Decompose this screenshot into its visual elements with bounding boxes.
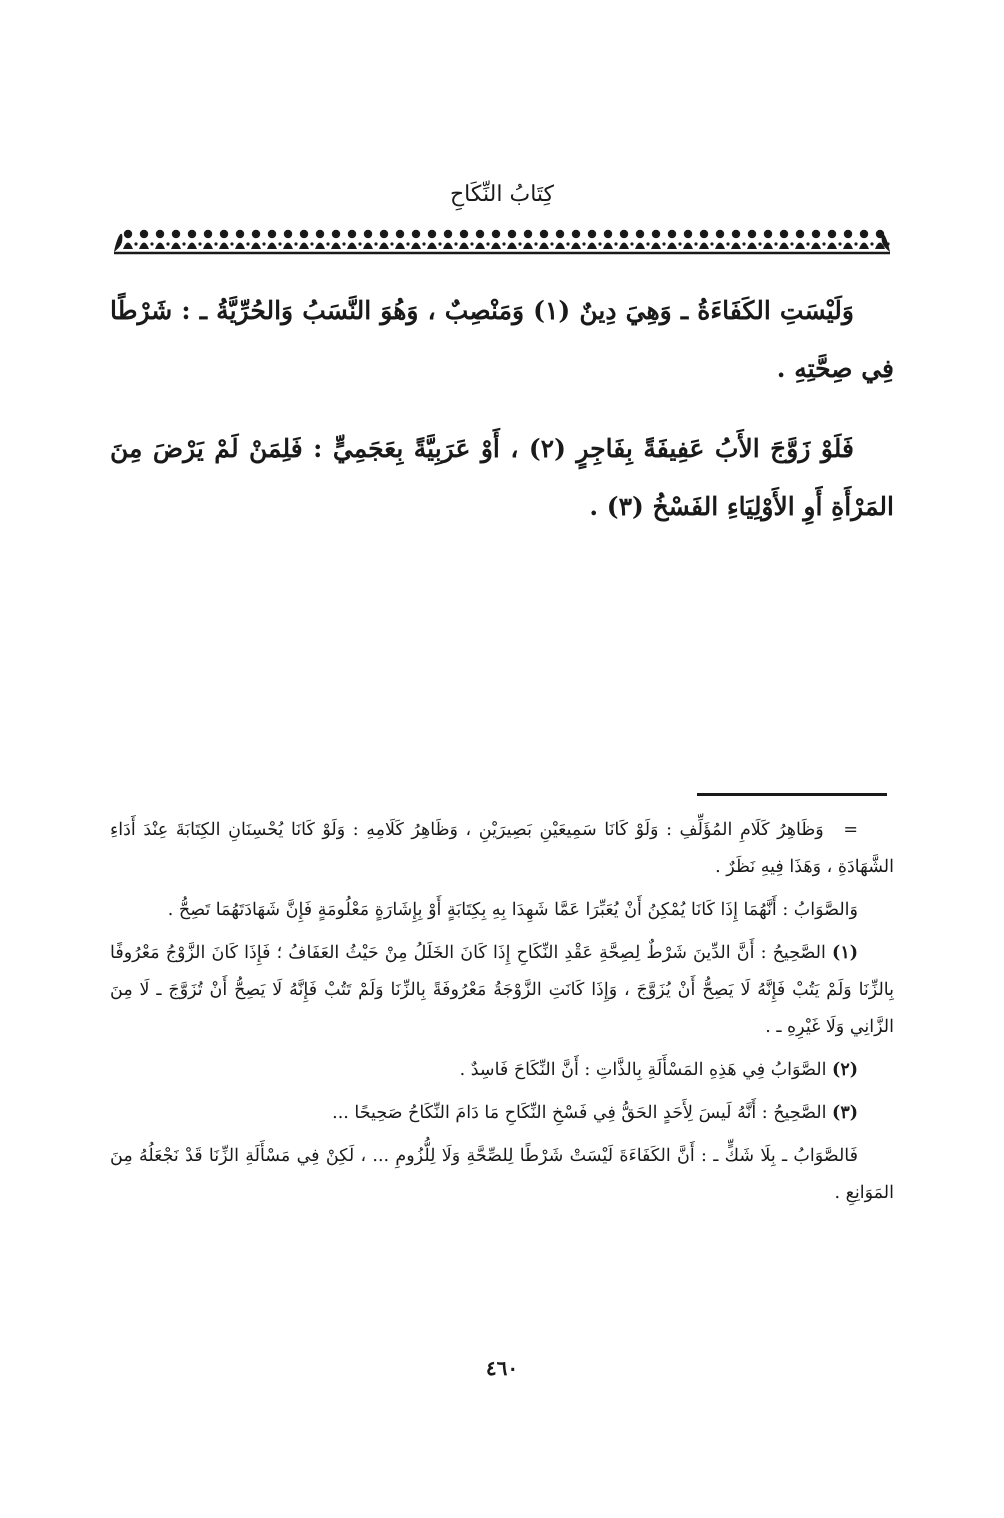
footnote-final: فَالصَّوَابُ ـ بِلَا شَكٍّ ـ : أَنَّ الكَفَاءَةَ لَيْسَتْ شَرْطًا لِلصِّحَّةِ وَلَا لِلُّزُومِ ... ، لَكِنْ فِي مَسْأَلَةِ الزِّنَا قَدْ نَجْعَلُهُ مِنَ المَوَانِعِ . [110, 1146, 894, 1203]
footnote-mark: (٣) [832, 1103, 858, 1123]
main-paragraph: وَلَيْسَتِ الكَفَاءَةُ ـ وَهِيَ دِينٌ (١) وَمَنْصِبٌ ، وَهُوَ النَّسَبُ وَالحُرِّيَّةُ ـ : شَرْطًا فِي صِحَّتِهِ . [110, 296, 894, 383]
footnote-text: الصَّحِيحُ : أَنَّ الدِّينَ شَرْطٌ لِصِحَّةِ عَقْدِ النِّكَاحِ إِذَا كَانَ الخَلَلُ مِنْ حَيْثُ العَفَافُ ؛ فَإِذَا كَانَ الزَّوْجُ مَعْرُوفًا بِالزِّنَا وَلَمْ يَتُبْ فَإِنَّهُ لَا يَصِحُّ أَنْ يُزَوَّجَ ، وَإِذَا كَانَتِ الزَّوْجَةُ مَعْرُوفَةً بِالزِّنَا وَلَمْ تَتُبْ فَإِنَّهُ لَا يَصِحُّ أَنْ تُزَوَّجَ ـ لَا مِنَ الزَّانِي وَلَا غَيْرِهِ ـ . [110, 943, 894, 1037]
main-paragraph: فَلَوْ زَوَّجَ الأَبُ عَفِيفَةً بِفَاجِرٍ (٢) ، أَوْ عَرَبِيَّةً بِعَجَمِيٍّ : فَلِمَنْ لَمْ يَرْضَ مِنَ المَرْأَةِ أَوِ الأَوْلِيَاءِ الفَسْخُ (٣) . [110, 434, 894, 521]
footnote-3 [110, 1095, 894, 1132]
footnote-2 [110, 1052, 894, 1089]
footnote-mark: (١) [832, 943, 858, 963]
footnote-text: الصَّوَابُ فِي هَذِهِ المَسْأَلَةِ بِالذَّاتِ : أَنَّ النِّكَاحَ فَاسِدٌ . [459, 1060, 827, 1080]
main-text [110, 282, 894, 558]
page-number: ٤٦٠ [485, 1356, 519, 1380]
footnote-continuation [110, 812, 894, 886]
footnote-text: الصَّحِيحُ : أَنَّهُ لَيسَ لِأَحَدٍ الحَقُّ فِي فَسْخِ النِّكَاحِ مَا دَامَ النِّكَاحُ صَحِيحًا ... [332, 1103, 827, 1123]
footnotes [110, 812, 894, 1218]
ornamental-border [112, 222, 892, 256]
footnote-1 [110, 935, 894, 1046]
footnote-separator [697, 793, 887, 796]
footnote-continuation-text: وَظَاهِرُ كَلَامِ المُؤَلِّفِ : وَلَوْ كَانَا سَمِيعَيْنِ بَصِيرَيْنِ ، وَظَاهِرُ كَلَامِهِ : وَلَوْ كَانَا يُحْسِنَانِ الكِتَابَةَ عِنْدَ أَدَاءِ الشَّهَادَةِ ، وَهَذَا فِيهِ نَظَرٌ . [110, 820, 894, 877]
footnote-correct-view: وَالصَّوَابُ : أَنَّهُمَا إِذَا كَانَا يُمْكِنُ أَنْ يُعَبِّرَا عَمَّا شَهِدَا بِهِ بِكِتَابَةٍ أَوْ بِإِشَارَةٍ مَعْلُومَةٍ فَإِنَّ شَهَادَتَهُمَا تَصِحُّ . [167, 900, 858, 920]
continuation-mark: = [843, 820, 858, 840]
running-header-title: كِتَابُ النِّكَاحِ [449, 182, 555, 207]
footnote-mark: (٢) [832, 1060, 858, 1080]
